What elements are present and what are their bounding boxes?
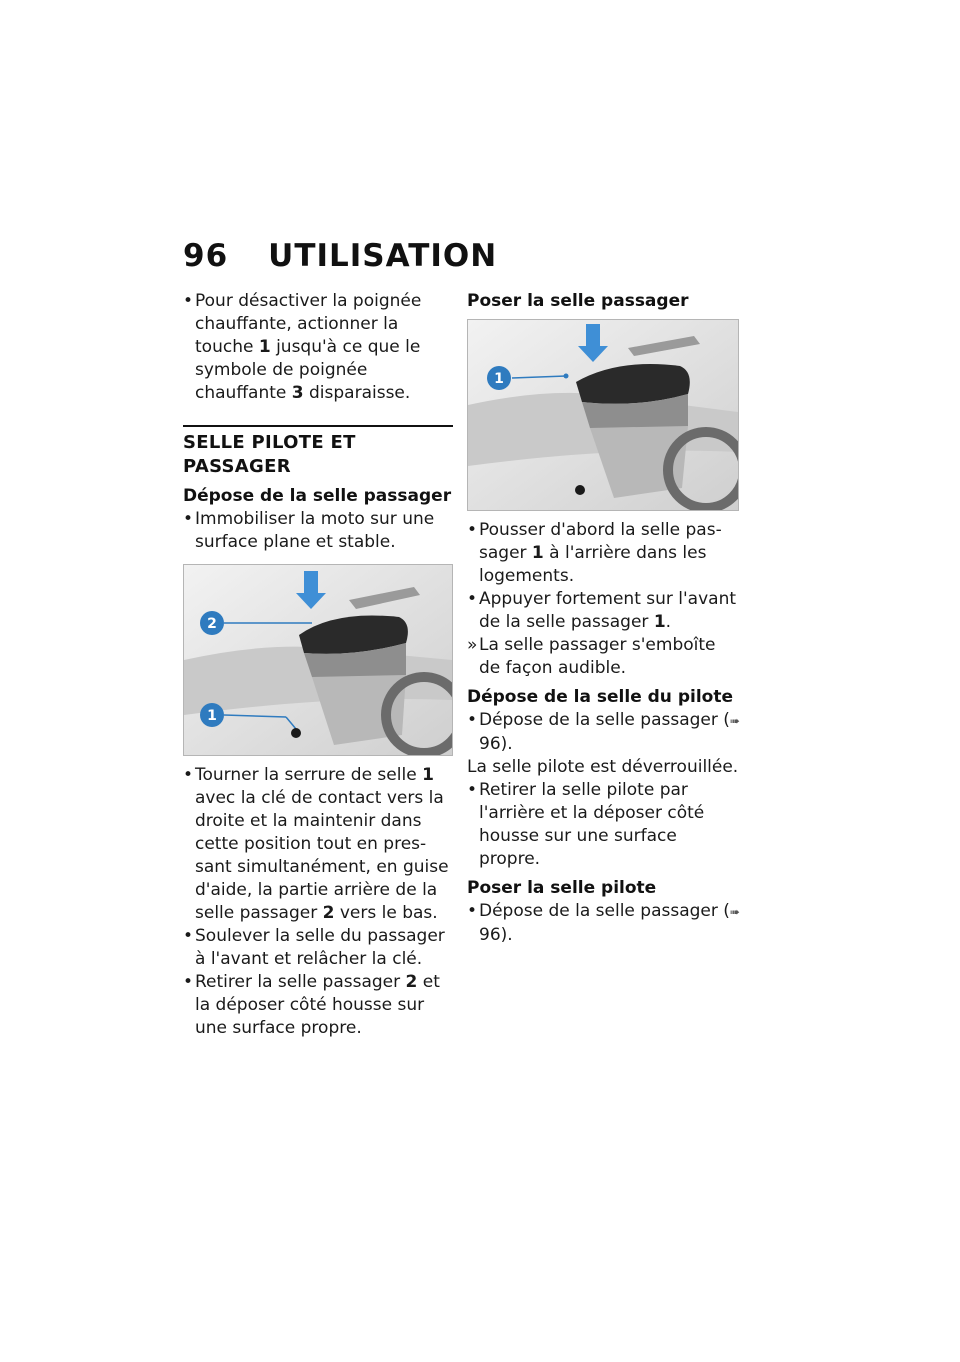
callout-label: 2 [207,616,217,632]
bullet-icon: • [467,901,478,921]
chapter-title: UTILISATION [268,238,498,274]
seat-install-figure [467,319,739,511]
reference-number: 2 [322,903,335,923]
bullet-item: • Pousser d'abord la selle passager 1 à l'arrière dans les logements. [467,520,722,586]
page-header [183,238,497,274]
right-column [467,290,742,947]
sub-heading: Poser la selle passager [467,291,689,311]
reference-number: 1 [531,543,544,563]
page-reference-arrow-icon: ➠ [729,714,740,728]
bullet-icon: • [183,765,194,785]
seat-illustration [184,565,452,755]
page-reference[interactable]: 96 [479,734,501,754]
section-title: SELLE PILOTE ET PASSAGER [183,432,356,477]
reference-number: 3 [291,383,304,403]
callout-marker [200,611,224,635]
bullet-icon: • [467,589,478,609]
section-divider [183,425,453,427]
bullet-item: • Appuyer fortement sur l'avant de la selle passager 1. [467,589,737,632]
bullet-icon: • [183,291,194,311]
page-reference[interactable]: 96 [479,925,501,945]
callout-marker [487,366,511,390]
callout-label: 1 [207,708,217,724]
bullet-item: • Tourner la serrure de selle 1 avec la clé de contact vers la droite et la maintenir dans cette position tout en pressant simultanément, en guise d'aide, la partie arrière de la selle passager 2 vers le bas. [183,765,449,923]
seat-removal-figure [183,564,453,756]
callout-marker [200,703,224,727]
reference-number: 1 [422,765,434,785]
bullet-icon: • [183,972,194,992]
bullet-item: • Retirer la selle passager 2 et la déposer côté housse sur une surface propre. [183,972,440,1038]
page-number: 96 [183,238,229,274]
reference-number: 2 [405,972,418,992]
sub-heading: Poser la selle pilote [467,878,657,898]
seat-illustration [468,320,738,510]
bullet-item: • Immobiliser la moto sur une surface plane et stable. [183,509,435,552]
reference-number: 1 [653,612,666,632]
bullet-item: • Dépose de la selle passager (➠ 96). [467,901,740,945]
bullet-item: • Retirer la selle pilote par l'arrière et la déposer côté housse sur une surface propre. [467,780,705,869]
bullet-icon: • [183,509,194,529]
bullet-item: • Dépose de la selle passager (➠ 96). [467,710,740,754]
callout-label: 1 [494,371,504,387]
bullet-item: • Pour désactiver la poignée chauffante, actionner la touche 1 jusqu'à ce que le symbole de poignée chauffante 3 disparaisse. [183,291,422,403]
left-column [183,290,453,1040]
bullet-icon: • [467,780,478,800]
bullet-icon: • [183,926,194,946]
result-text: La selle pilote est déverrouillée. [467,757,739,777]
sub-heading: Dépose de la selle passager [183,486,452,506]
bullet-item: • Soulever la selle du passager à l'avant et relâcher la clé. [183,926,445,969]
result-arrow-icon: » [467,635,478,655]
bullet-icon: • [467,710,478,730]
reference-number: 1 [258,337,271,357]
sub-heading: Dépose de la selle du pilote [467,687,733,707]
page-reference-arrow-icon: ➠ [729,905,740,919]
result-item: » La selle passager s'emboîte de façon audible. [467,635,716,678]
bullet-icon: • [467,520,478,540]
